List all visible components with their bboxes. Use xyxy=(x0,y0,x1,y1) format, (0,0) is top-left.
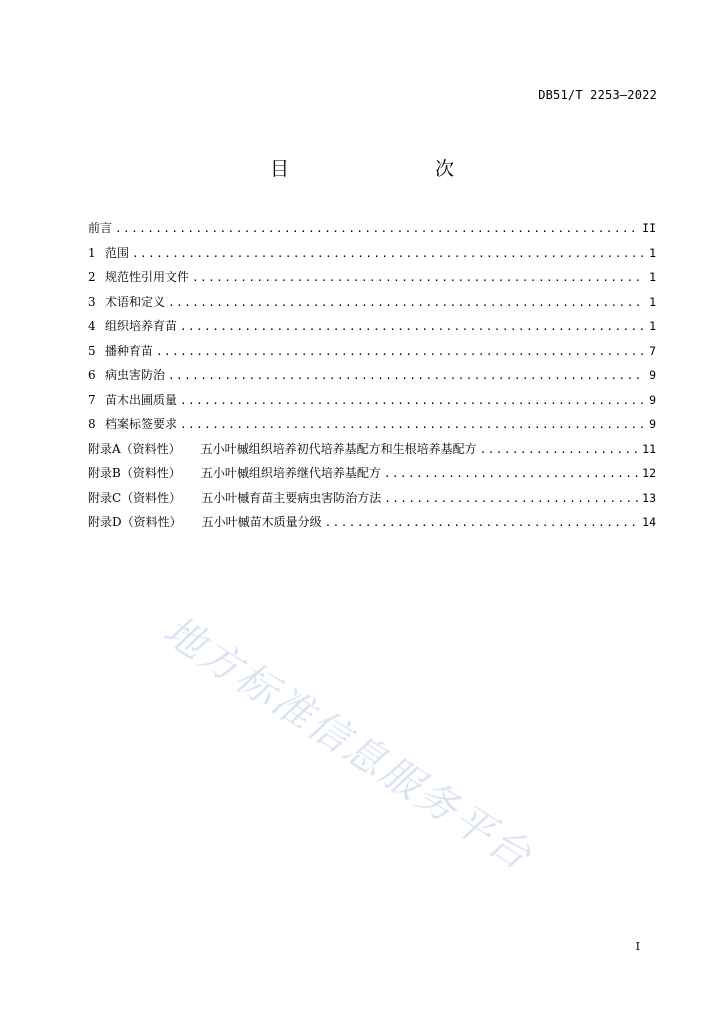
toc-leader xyxy=(180,391,645,411)
toc-number: 4 xyxy=(88,319,96,333)
toc-number: 8 xyxy=(88,417,96,431)
toc-page: 14 xyxy=(642,515,656,529)
toc-leader xyxy=(480,440,639,460)
toc-entry-foreword[interactable] xyxy=(88,218,656,243)
toc-entry-appendix-b[interactable] xyxy=(88,463,656,488)
toc-leader xyxy=(192,268,645,288)
toc-appendix-label: 附录D（资料性） xyxy=(88,515,182,529)
toc-appendix-title: 五小叶槭组织培养继代培养基配方 xyxy=(200,466,381,480)
toc-page: 9 xyxy=(649,417,656,431)
toc-leader xyxy=(115,219,639,239)
toc-entry-1[interactable] xyxy=(88,243,656,268)
page-title: 目 次 xyxy=(269,158,490,180)
toc-appendix-label: 附录C（资料性） xyxy=(88,490,182,505)
toc-page: 11 xyxy=(642,441,656,456)
toc-leader xyxy=(180,415,645,435)
toc-entry-appendix-c[interactable] xyxy=(88,488,656,513)
toc-leader xyxy=(156,342,645,362)
standard-code: DB51/T 2253—2022 xyxy=(538,88,657,102)
toc-label: 规范性引用文件 xyxy=(105,270,190,284)
toc-page: 12 xyxy=(642,466,656,480)
toc-label: 病虫害防治 xyxy=(105,368,166,382)
toc-label: 前言 xyxy=(88,221,113,235)
toc-label: 播种育苗 xyxy=(105,343,154,358)
toc-entry-3[interactable] xyxy=(88,292,656,317)
page-number: I xyxy=(635,940,640,953)
toc-leader xyxy=(168,293,645,313)
toc-label: 档案标签要求 xyxy=(105,417,178,431)
toc-leader xyxy=(325,513,640,533)
toc-appendix-label: 附录A（资料性） xyxy=(88,441,181,456)
toc-number: 5 xyxy=(88,343,96,358)
toc-label: 苗木出圃质量 xyxy=(105,392,178,407)
toc-appendix-title: 五小叶槭组织培养初代培养基配方和生根培养基配方 xyxy=(200,441,477,456)
toc-number: 7 xyxy=(88,392,96,407)
toc-page: 13 xyxy=(642,490,656,505)
toc-number: 6 xyxy=(88,368,96,382)
toc-appendix-title: 五小叶槭苗木质量分级 xyxy=(201,515,322,529)
toc-leader xyxy=(384,464,639,484)
toc-page: 1 xyxy=(649,270,656,284)
toc-entry-appendix-a[interactable] xyxy=(88,439,656,464)
toc-leader xyxy=(132,244,645,264)
watermark: 地方标准信息服务平台 xyxy=(155,607,541,881)
toc-label: 术语和定义 xyxy=(105,294,166,309)
table-of-contents xyxy=(88,218,656,537)
toc-entry-2[interactable] xyxy=(88,267,656,292)
toc-page: 1 xyxy=(649,319,656,333)
toc-page: II xyxy=(642,221,656,235)
toc-page: 1 xyxy=(649,294,656,309)
toc-entry-7[interactable] xyxy=(88,390,656,415)
toc-page: 1 xyxy=(649,245,656,260)
toc-entry-appendix-d[interactable] xyxy=(88,512,656,537)
toc-leader xyxy=(168,366,645,386)
toc-number: 2 xyxy=(88,270,96,284)
toc-entry-4[interactable] xyxy=(88,316,656,341)
toc-page: 9 xyxy=(649,368,656,382)
toc-appendix-title: 五小叶槭育苗主要病虫害防治方法 xyxy=(201,490,382,505)
toc-entry-6[interactable] xyxy=(88,365,656,390)
toc-leader xyxy=(180,317,645,337)
toc-appendix-label: 附录B（资料性） xyxy=(88,466,181,480)
toc-entry-8[interactable] xyxy=(88,414,656,439)
toc-label: 范围 xyxy=(105,245,130,260)
toc-leader xyxy=(384,489,639,509)
toc-page: 9 xyxy=(649,392,656,407)
toc-page: 7 xyxy=(649,343,656,358)
toc-number: 3 xyxy=(88,294,96,309)
toc-number: 1 xyxy=(88,245,96,260)
toc-label: 组织培养育苗 xyxy=(105,319,178,333)
toc-entry-5[interactable] xyxy=(88,341,656,366)
